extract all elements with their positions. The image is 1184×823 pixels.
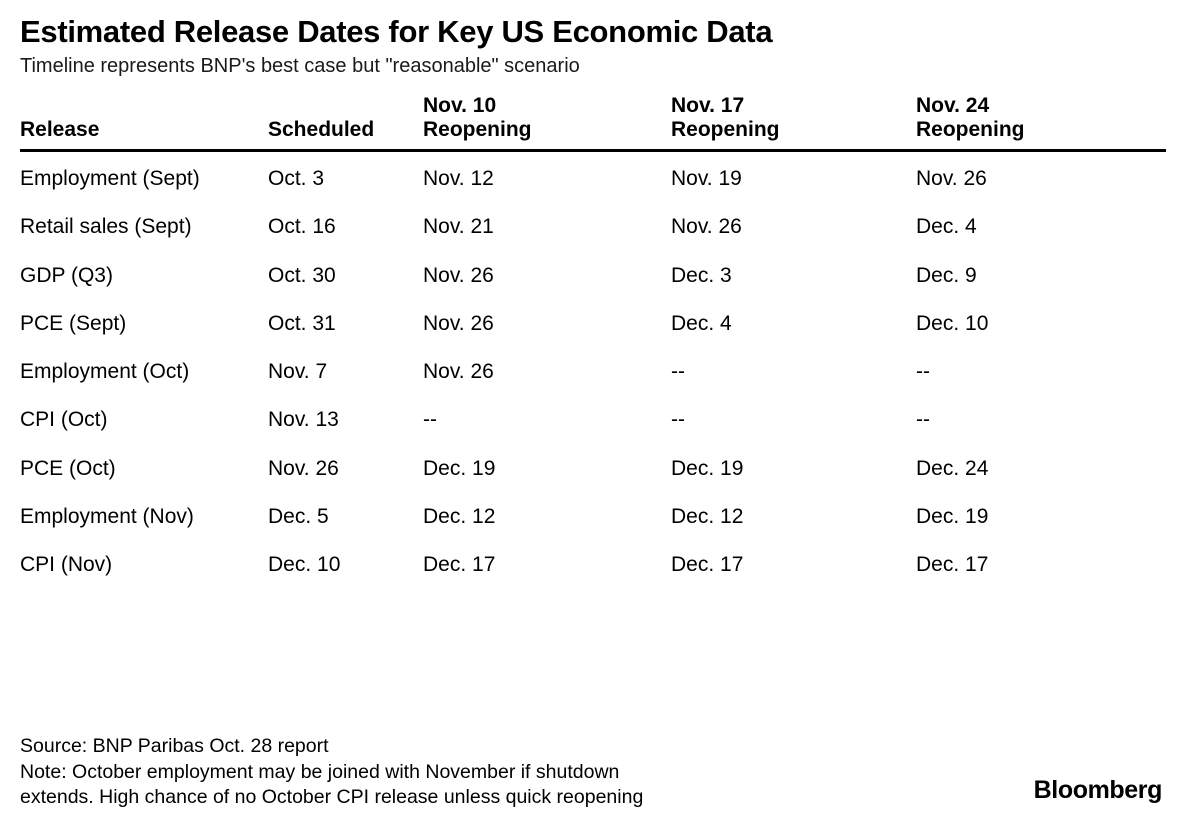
table-row bbox=[20, 300, 1166, 348]
cell-nov10: Dec. 12 bbox=[423, 504, 496, 528]
cell-nov17: Dec. 19 bbox=[671, 456, 744, 480]
cell-nov10: Nov. 12 bbox=[423, 167, 494, 191]
cell-nov24: Dec. 10 bbox=[916, 311, 989, 335]
page-title: Estimated Release Dates for Key US Economic Data bbox=[20, 14, 773, 49]
cell-nov17: -- bbox=[671, 360, 685, 384]
cell-scheduled: Dec. 10 bbox=[268, 553, 341, 577]
table-row bbox=[20, 252, 1166, 300]
cell-nov17: Dec. 12 bbox=[671, 504, 744, 528]
cell-nov10: Nov. 26 bbox=[423, 360, 494, 384]
column-header-nov17-line2: Reopening bbox=[671, 118, 780, 142]
cell-release: PCE (Sept) bbox=[20, 311, 127, 335]
cell-release: Employment (Nov) bbox=[20, 504, 194, 528]
cell-nov10: Nov. 21 bbox=[423, 215, 494, 239]
cell-release: GDP (Q3) bbox=[20, 263, 113, 287]
cell-release: Employment (Oct) bbox=[20, 360, 190, 384]
cell-nov10: Dec. 17 bbox=[423, 553, 496, 577]
column-header-nov10 bbox=[423, 94, 671, 151]
cell-release: CPI (Oct) bbox=[20, 408, 108, 432]
cell-nov10: Nov. 26 bbox=[423, 311, 494, 335]
footnotes bbox=[20, 734, 643, 811]
column-header-nov10-line2: Reopening bbox=[423, 118, 532, 142]
cell-nov24: Dec. 17 bbox=[916, 553, 989, 577]
cell-nov24: Dec. 24 bbox=[916, 456, 989, 480]
cell-nov10: -- bbox=[423, 408, 437, 432]
cell-nov17: -- bbox=[671, 408, 685, 432]
cell-release: CPI (Nov) bbox=[20, 553, 113, 577]
table-row bbox=[20, 541, 1166, 589]
cell-scheduled: Oct. 30 bbox=[268, 263, 336, 287]
cell-scheduled: Nov. 13 bbox=[268, 408, 339, 432]
release-dates-table bbox=[20, 94, 1166, 590]
table-row bbox=[20, 445, 1166, 493]
column-header-scheduled bbox=[268, 94, 423, 151]
cell-scheduled: Oct. 16 bbox=[268, 215, 336, 239]
cell-nov24: Nov. 26 bbox=[916, 167, 987, 191]
source-text: Source: BNP Paribas Oct. 28 report bbox=[20, 734, 329, 757]
cell-nov10: Dec. 19 bbox=[423, 456, 496, 480]
column-header-release bbox=[20, 94, 268, 151]
table-row bbox=[20, 203, 1166, 251]
cell-nov17: Nov. 26 bbox=[671, 215, 742, 239]
cell-nov10: Nov. 26 bbox=[423, 263, 494, 287]
column-header-nov24-line2: Reopening bbox=[916, 118, 1025, 142]
column-header-nov24 bbox=[916, 94, 1166, 151]
column-header-scheduled-line1: Scheduled bbox=[268, 118, 375, 142]
table-header bbox=[20, 94, 1166, 151]
cell-scheduled: Oct. 3 bbox=[268, 167, 325, 191]
cell-scheduled: Dec. 5 bbox=[268, 504, 329, 528]
cell-nov24: Dec. 9 bbox=[916, 263, 977, 287]
cell-nov17: Dec. 4 bbox=[671, 311, 732, 335]
table-row bbox=[20, 348, 1166, 396]
column-header-nov17 bbox=[671, 94, 916, 151]
table-header-row bbox=[20, 94, 1166, 151]
cell-release: Employment (Sept) bbox=[20, 167, 200, 191]
table-body bbox=[20, 151, 1166, 590]
cell-nov24: -- bbox=[916, 408, 930, 432]
column-header-nov24-line1: Nov. 24 bbox=[916, 93, 990, 117]
cell-scheduled: Nov. 7 bbox=[268, 360, 328, 384]
column-header-nov10-line1: Nov. 10 bbox=[423, 93, 497, 117]
page-subtitle: Timeline represents BNP's best case but "reasonable" scenario bbox=[20, 54, 580, 77]
cell-scheduled: Nov. 26 bbox=[268, 456, 339, 480]
cell-nov17: Dec. 3 bbox=[671, 263, 732, 287]
cell-release: PCE (Oct) bbox=[20, 456, 116, 480]
column-header-nov17-line1: Nov. 17 bbox=[671, 93, 745, 117]
column-header-release-line1: Release bbox=[20, 118, 100, 142]
cell-nov24: -- bbox=[916, 360, 930, 384]
note-text-line2: extends. High chance of no October CPI release unless quick reopening bbox=[20, 786, 644, 809]
note-text-line1: Note: October employment may be joined with November if shutdown bbox=[20, 760, 620, 783]
cell-nov24: Dec. 19 bbox=[916, 504, 989, 528]
cell-nov17: Dec. 17 bbox=[671, 553, 744, 577]
cell-nov24: Dec. 4 bbox=[916, 215, 977, 239]
bloomberg-logo: Bloomberg bbox=[1033, 776, 1162, 804]
table-row bbox=[20, 151, 1166, 204]
table-row bbox=[20, 493, 1166, 541]
cell-release: Retail sales (Sept) bbox=[20, 215, 192, 239]
table-row bbox=[20, 396, 1166, 444]
cell-nov17: Nov. 19 bbox=[671, 167, 742, 191]
cell-scheduled: Oct. 31 bbox=[268, 311, 336, 335]
